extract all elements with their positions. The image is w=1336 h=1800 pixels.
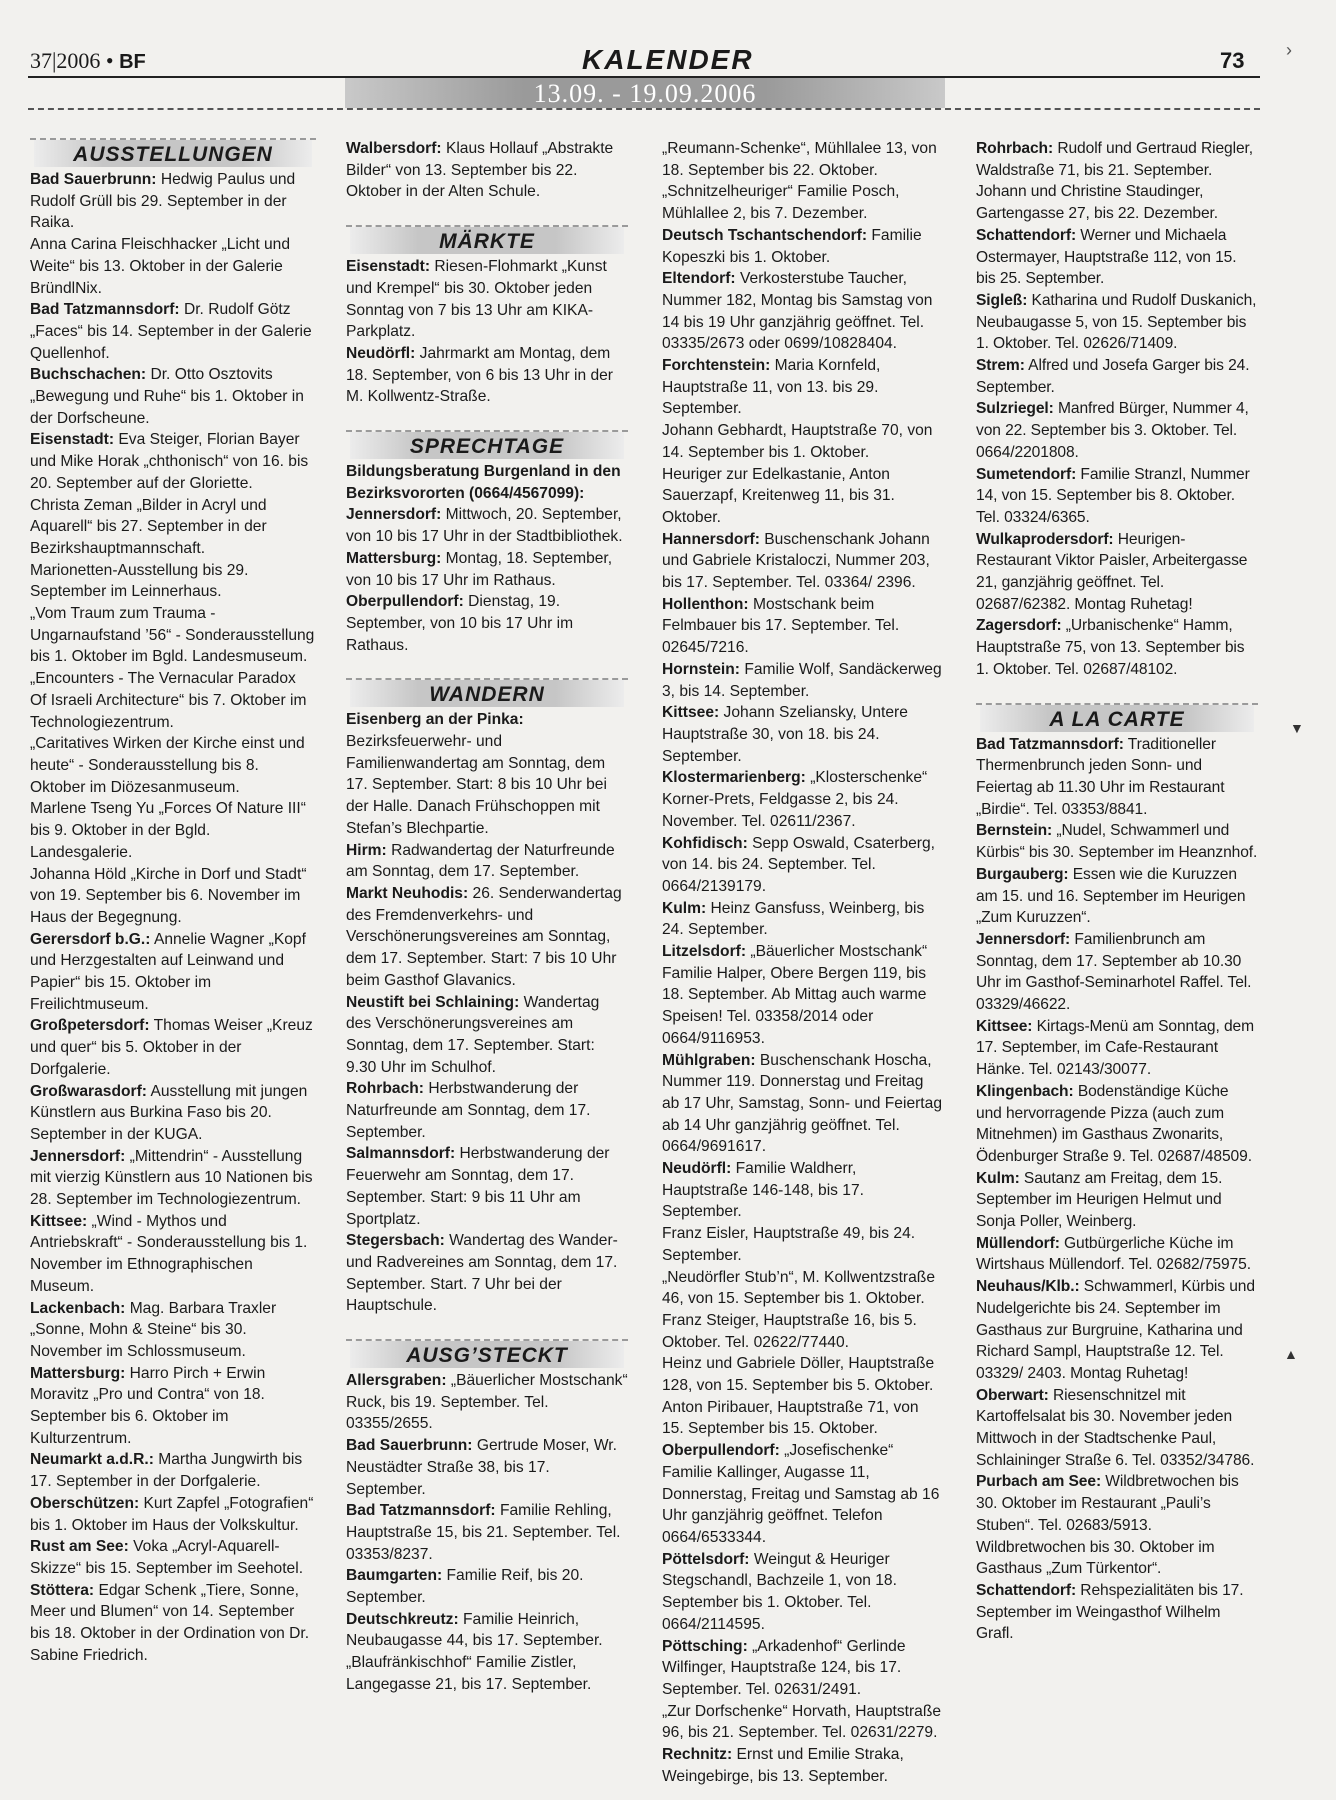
entry-list (30, 169, 316, 1667)
column-2 (346, 138, 628, 1696)
calendar-entry (976, 398, 1258, 463)
section-wandern (346, 678, 628, 707)
entry-text: Gertrude Moser, Wr. Neustädter Straße 38, bis 17. September. (346, 1437, 617, 1498)
calendar-entry (30, 495, 316, 560)
section-title: SPRECHTAGE (350, 432, 624, 459)
calendar-entry (30, 1493, 316, 1536)
section-title: A LA CARTE (980, 705, 1254, 732)
entry-text: Familie Wolf, Sandäckerweg 3, bis 14. September. (662, 660, 942, 700)
entry-text: Sautanz am Freitag, dem 15. September im Heurigen Helmut und Sonja Poller, Weinberg. (976, 1169, 1223, 1231)
calendar-entry (346, 1609, 628, 1652)
entry-text: Voka „Acryl-Aquarell-Skizze“ bis 15. September im Seehotel. (30, 1538, 304, 1577)
entry-text: Dr. Otto Osztovits „Bewegung und Ruhe“ bis 1. Oktober in der Dorfscheune. (30, 366, 304, 427)
entry-text: Herbstwanderung der Feuerwehr am Sonntag, dem 17. September. Start: 9 bis 11 Uhr am Sportplatz. (346, 1145, 610, 1228)
entry-place: Jennersdorf: (346, 506, 442, 524)
margin-arrow-icon: ▲ (1284, 1346, 1298, 1362)
entry-place: Jennersdorf: (30, 1147, 126, 1165)
calendar-entry (30, 364, 316, 429)
entry-place: Müllendorf: (976, 1234, 1060, 1252)
entry-text: Buschenschank Hoscha, Nummer 119. Donnerstag und Freitag ab 17 Uhr, Samstag, Sonn- und Feiertag ab 14 Uhr ganzjährig geöffnet. Tel. 0664/9691617. (662, 1051, 942, 1156)
entry-text: Wildbretwochen bis 30. Oktober im Restaurant „Pauli’s Stuben“. Tel. 02683/5913. (976, 1473, 1239, 1534)
entry-place: Kulm: (976, 1169, 1020, 1187)
calendar-entry (30, 560, 316, 603)
entry-text: Bezirksfeuerwehr- und Familienwandertag am Sonntag, dem 17. September. Start: 8 bis 10 Uhr bei der Halle. Danach Frühschoppen mit Stefan’s Blechpartie. (346, 733, 607, 837)
calendar-entry (662, 268, 944, 355)
entry-text: Wildbretwochen bis 30. Oktober im Gasthaus „Zum Türkentor“. (976, 1538, 1215, 1578)
entry-place: Kohfidisch: (662, 834, 748, 852)
entry-list (662, 138, 944, 1787)
entry-text: Eva Steiger, Florian Bayer und Mike Horak „chthonisch“ von 16. bis 20. September auf der Gloriette. (30, 431, 309, 492)
entry-text: Bodenständige Küche und hervorragende Pizza (auch zum Mitnehmen) im Gasthaus Zwonarits, Ödenburger Straße 9. Tel. 02687/48509. (976, 1082, 1252, 1165)
entry-place: Rohrbach: (976, 140, 1054, 157)
entry-text: „Klosterschenke“ Korner-Prets, Feldgasse 2, bis 24. November. Tel. 02611/2367. (662, 769, 928, 830)
entry-text: „Urbanischenke“ Hamm, Hauptstraße 75, von 13. September bis 1. Oktober. Tel. 02687/48102. (976, 617, 1245, 678)
calendar-entry (976, 290, 1258, 355)
calendar-entry (976, 864, 1258, 929)
entry-place: Litzelsdorf: (662, 943, 747, 961)
entry-place: Mühlgraben: (662, 1051, 756, 1069)
entry-place: Neuhaus/Klb.: (976, 1278, 1080, 1296)
entry-text: Verkosterstube Taucher, Nummer 182, Montag bis Samstag von 14 bis 19 Uhr ganzjährig geöffnet. Tel. 03335/2673 oder 0699/10828404. (662, 270, 933, 353)
entry-text: „Neudörfler Stub’n“, M. Kollwentzstraße 46, von 15. September bis 1. Oktober. (662, 1268, 935, 1308)
calendar-entry (662, 225, 944, 268)
calendar-entry (346, 992, 628, 1079)
calendar-entry (662, 1050, 944, 1159)
entry-text: Kirtags-Menü am Sonntag, dem 17. September, im Cafe-Restaurant Hänke. Tel. 02143/30077. (976, 1017, 1254, 1079)
entry-place: Hollenthon: (662, 595, 749, 613)
calendar-entry (30, 1580, 316, 1667)
entry-text: Maria Kornfeld, Hauptstraße 11, von 13. bis 29. September. (662, 357, 881, 418)
entry-place: Oberpullendorf: (346, 593, 464, 611)
calendar-entry (346, 138, 628, 203)
calendar-entry (346, 1652, 628, 1695)
entry-text: Harro Pirch + Erwin Moravitz „Pro und Contra“ von 18. September bis 6. Oktober im Kulturzentrum. (30, 1364, 266, 1447)
entry-text: Manfred Bürger, Nummer 4, von 22. September bis 3. Oktober. Tel. 0664/2201808. (976, 400, 1249, 461)
calendar-entry (976, 820, 1258, 863)
entry-place: Neumarkt a.d.R.: (30, 1451, 154, 1469)
entry-place: Kulm: (662, 899, 707, 917)
entry-place: Oberpullendorf: (662, 1442, 780, 1460)
entry-place: Kittsee: (30, 1212, 88, 1230)
entry-place: Sumetendorf: (976, 465, 1077, 483)
calendar-entry (30, 929, 316, 1016)
entry-text: Anton Piribauer, Hauptstraße 71, von 15. September bis 15. Oktober. (662, 1398, 919, 1438)
entry-text: Traditioneller Thermenbrunch jeden Sonn- und Feiertag ab 11.30 Uhr im Restaurant „Birdie“. Tel. 03353/8841. (976, 735, 1225, 818)
calendar-entry (30, 299, 316, 364)
section-ausgsteckt (346, 1339, 628, 1368)
calendar-entry (662, 464, 944, 529)
entry-text: Heuriger zur Edelkastanie, Anton Sauerzapf, Kreitenweg 11, bis 31. Oktober. (662, 465, 895, 526)
entry-text: „Blaufränkischhof“ Familie Zistler, Langegasse 21, bis 17. September. (346, 1654, 592, 1693)
entry-place: Hirm: (346, 841, 387, 859)
calendar-entry (662, 1440, 944, 1549)
entry-text: Weingut & Heuriger Stegschandl, Bachzeile 1, von 18. September bis 1. Oktober. Tel. 0664/2114595. (662, 1550, 897, 1633)
entry-text: „Vom Traum zum Trauma - Ungarnaufstand ’56“ - Sonderausstellung bis 1. Oktober im Bgld. Landesmuseum. (30, 605, 315, 666)
entry-place: Markt Neuhodis: (346, 884, 469, 902)
entry-place: Mattersburg: (30, 1364, 126, 1382)
entry-text: Annelie Wagner „Kopf und Herzgestalten auf Leinwand und Papier“ bis 15. Oktober im Freilichtmuseum. (30, 930, 306, 1013)
calendar-entry (976, 929, 1258, 1016)
brand-logo: BF (119, 51, 146, 73)
entry-place: Großpetersdorf: (30, 1017, 150, 1035)
entry-text: Johanna Höld „Kirche in Dorf und Stadt“ von 19. September bis 6. November im Haus der Begegnung. (30, 865, 307, 926)
entry-place: Großwarasdorf: (30, 1082, 147, 1100)
entry-text: Martha Jungwirth bis 17. September in der Dorfgalerie. (30, 1451, 303, 1491)
entry-place: Walbersdorf: (346, 140, 442, 157)
entry-text: Edgar Schenk „Tiere, Sonne, Meer und Blumen“ von 14. September bis 18. Oktober in der Ordination von Dr. Sabine Friedrich. (30, 1581, 310, 1664)
calendar-entry (662, 1267, 944, 1310)
calendar-entry (30, 234, 316, 299)
calendar-entry (976, 1537, 1258, 1580)
calendar-entry (662, 420, 944, 463)
entry-place: Rechnitz: (662, 1746, 733, 1764)
entry-text: Werner und Michaela Ostermayer, Hauptstraße 112, von 15. bis 25. September. (976, 226, 1237, 288)
calendar-entry (662, 898, 944, 941)
entry-text: Riesenschnitzel mit Kartoffelsalat bis 30. November jeden Mittwoch in der Stadtschenke Paul, Schlaininger Straße 6. Tel. 03352/34786. (976, 1386, 1255, 1469)
calendar-entry (30, 1449, 316, 1492)
entry-place: Deutschkreutz: (346, 1610, 459, 1628)
calendar-entry (662, 1549, 944, 1636)
calendar-entry (30, 864, 316, 929)
calendar-entry (976, 1233, 1258, 1276)
page-title: KALENDER (582, 44, 754, 75)
entry-place: Schattendorf: (976, 1582, 1077, 1599)
entry-text: Mag. Barbara Traxler „Sonne, Mohn & Steine“ bis 30. November im Schlossmuseum. (30, 1299, 277, 1360)
entry-place: Bad Tatzmannsdorf: (346, 1502, 496, 1520)
entry-place: Bad Sauerbrunn: (346, 1437, 473, 1455)
corner-arrow-icon: › (1286, 40, 1292, 60)
entry-place: Sigleß: (976, 291, 1028, 309)
calendar-entry (662, 1310, 944, 1353)
calendar-entry (30, 1298, 316, 1363)
entry-text: Wandertag des Wander- und Radvereines am Sonntag, dem 17. September. Start. 7 Uhr bei der Hauptschule. (346, 1232, 618, 1315)
entry-text: Franz Eisler, Hauptstraße 49, bis 24. September. (662, 1225, 916, 1264)
calendar-entry (346, 548, 628, 591)
entry-text: Mittwoch, 20. September, von 10 bis 17 Uhr in der Stadtbibliothek. (346, 506, 623, 546)
issue-label (30, 48, 146, 74)
calendar-entry (976, 1471, 1258, 1536)
entry-text: Johann Szeliansky, Untere Hauptstraße 30, von 18. bis 24. September. (662, 704, 908, 765)
section-title: AUSG’STECKT (350, 1341, 624, 1368)
entry-text: Wandertag des Verschönerungsvereines am Sonntag, dem 17. September. Start: 9.30 Uhr im Schulhof. (346, 993, 600, 1076)
entry-text: Familie Kopeszki bis 1. Oktober. (662, 226, 922, 266)
calendar-entry (976, 734, 1258, 821)
entry-text: Montag, 18. September, von 10 bis 17 Uhr im Rathaus. (346, 549, 613, 589)
calendar-entry (662, 1353, 944, 1396)
entry-text: Franz Steiger, Hauptstraße 16, bis 5. Oktober. Tel. 02622/77440. (662, 1311, 917, 1351)
entry-text: Familie Reif, bis 20. September. (346, 1567, 584, 1607)
section-ausstellungen (30, 138, 316, 167)
calendar-entry (976, 181, 1258, 224)
entry-place: Klingenbach: (976, 1082, 1074, 1100)
calendar-entry (662, 1158, 944, 1223)
entry-place: Oberwart: (976, 1386, 1049, 1404)
entry-text: Christa Zeman „Bilder in Acryl und Aquarell“ bis 27. September in der Bezirkshauptmannschaft. (30, 496, 267, 557)
entry-text: Rehspezialitäten bis 17. September im Weingasthof Wilhelm Grafl. (976, 1582, 1244, 1643)
entry-place: Salmannsdorf: (346, 1145, 456, 1163)
entry-text: Radwandertag der Naturfreunde am Sonntag, dem 17. September. (346, 841, 615, 881)
entry-place: Neustift bei Schlaining: (346, 993, 520, 1011)
calendar-entry (30, 1536, 316, 1579)
entry-place: Baumgarten: (346, 1567, 443, 1585)
calendar-entry (30, 1146, 316, 1211)
entry-place: Strem: (976, 357, 1025, 375)
calendar-entry (346, 343, 628, 408)
calendar-entry (346, 840, 628, 883)
calendar-entry (976, 615, 1258, 680)
entry-place: Forchtenstein: (662, 357, 771, 375)
calendar-entry (976, 1016, 1258, 1081)
entry-place: Hornstein: (662, 660, 740, 678)
entry-place: Bernstein: (976, 822, 1053, 840)
calendar-entry (662, 767, 944, 832)
issue-number: 37|2006 (30, 48, 101, 73)
entry-place: Pöttelsdorf: (662, 1550, 750, 1568)
date-range-banner: 13.09. - 19.09.2006 (345, 78, 945, 108)
entry-place: Stegersbach: (346, 1232, 445, 1250)
calendar-entry (346, 1078, 628, 1143)
entry-text: Riesen-Flohmarkt „Kunst und Krempel“ bis 30. Oktober jeden Sonntag von 7 bis 13 Uhr am KIKA-Parkplatz. (346, 258, 607, 341)
entry-text: Ausstellung mit jungen Künstlern aus Burkina Faso bis 20. September in der KUGA. (30, 1082, 308, 1143)
column-4 (976, 138, 1258, 1645)
calendar-entry (662, 1636, 944, 1701)
entry-text: „Nudel, Schwammerl und Kürbis“ bis 30. September im Heanznhof. (976, 822, 1258, 862)
entry-place: Bad Tatzmannsdorf: (976, 735, 1124, 753)
entry-text: Rudolf und Gertraud Riegler, Waldstraße 71, bis 21. September. (976, 140, 1254, 179)
calendar-entry (30, 169, 316, 234)
entry-text: „Arkadenhof“ Gerlinde Wilfinger, Hauptstraße 124, bis 17. September. Tel. 02631/2491. (662, 1637, 906, 1698)
entry-text: Alfred und Josefa Garger bis 24. September. (976, 357, 1250, 396)
entry-text: Gutbürgerliche Küche im Wirtshaus Müllendorf. Tel. 02682/75975. (976, 1234, 1251, 1274)
calendar-entry (662, 529, 944, 594)
column-3 (662, 138, 944, 1787)
page-number: 73 (1220, 48, 1245, 73)
calendar-entry (30, 1081, 316, 1146)
calendar-entry (346, 883, 628, 992)
entry-place: Neudörfl: (662, 1160, 732, 1178)
entry-text: Essen wie die Kuruzzen am 15. und 16. September im Heurigen „Zum Kuruzzen“. (976, 865, 1246, 927)
entry-place: Stöttera: (30, 1581, 95, 1599)
calendar-entry (976, 225, 1258, 290)
calendar-entry (662, 659, 944, 702)
calendar-entry (662, 594, 944, 659)
calendar-entry (976, 1276, 1258, 1385)
section-sprechtage (346, 430, 628, 459)
entry-text: Marionetten-Ausstellung bis 29. September im Leinnerhaus. (30, 561, 249, 601)
entry-list (346, 256, 628, 408)
entry-text: Familie Waldherr, Hauptstraße 146-148, bis 17. September. (662, 1160, 864, 1221)
entry-text: Familie Heinrich, Neubaugasse 44, bis 17. September. (346, 1610, 603, 1650)
entry-text: Familie Stranzl, Nummer 14, von 15. September bis 8. Oktober. Tel. 03324/6365. (976, 465, 1250, 526)
calendar-entry (976, 1385, 1258, 1472)
entry-text: „Josefischenke“ Familie Kallinger, Augasse 11, Donnerstag, Freitag und Samstag ab 16 Uhr ganzjährig geöffnet. Telefon 0664/6533344. (662, 1442, 940, 1546)
entry-place: Hannersdorf: (662, 530, 760, 548)
entry-place: Eisenberg an der Pinka: (346, 711, 524, 729)
entry-place: Klostermarienberg: (662, 769, 806, 787)
entry-text: Thomas Weiser „Kreuz und quer“ bis 5. Oktober in der Dorfgalerie. (30, 1017, 313, 1078)
entry-place: Burgauberg: (976, 865, 1069, 883)
entry-place: Pöttsching: (662, 1637, 748, 1655)
issue-bullet: • (105, 48, 114, 73)
entry-text: „Reumann-Schenke“, Mühllalee 13, von 18. September bis 22. Oktober. (662, 140, 937, 179)
entry-text: „Caritatives Wirken der Kirche einst und heute“ - Sonderausstellung bis 8. Oktober im Diözesanmuseum. (30, 735, 305, 796)
entry-place: Sulzriegel: (976, 400, 1054, 418)
entry-text: „Bäuerlicher Mostschank“ Familie Halper, Obere Bergen 119, bis 18. September. Ab Mittag auch warme Speisen! Tel. 03358/2014 oder 0664/9116953. (662, 943, 928, 1047)
calendar-entry (30, 1015, 316, 1080)
entry-text: Dienstag, 19. September, von 10 bis 17 Uhr im Rathaus. (346, 593, 574, 654)
calendar-entry (30, 668, 316, 733)
entry-text: Ernst und Emilie Straka, Weingebirge, bis 13. September. (662, 1746, 904, 1785)
calendar-entry (662, 355, 944, 420)
entry-text: Herbstwanderung der Naturfreunde am Sonntag, dem 17. September. (346, 1080, 591, 1141)
entry-place: Kittsee: (662, 704, 720, 722)
entry-list (346, 709, 628, 1317)
entry-place: Purbach am See: (976, 1473, 1102, 1491)
section-a-la-carte (976, 703, 1258, 732)
section-title: WANDERN (350, 680, 624, 707)
calendar-entry (346, 1500, 628, 1565)
entry-text: Mostschank beim Felmbauer bis 17. September. Tel. 02645/7216. (662, 595, 900, 657)
entry-text: Hedwig Paulus und Rudolf Grüll bis 29. September in der Raika. (30, 171, 296, 232)
calendar-entry (346, 256, 628, 343)
entry-place: Bad Sauerbrunn: (30, 171, 157, 188)
calendar-entry (976, 464, 1258, 529)
entry-place: Lackenbach: (30, 1299, 126, 1317)
calendar-entry (30, 1211, 316, 1298)
calendar-entry (346, 1143, 628, 1230)
entry-text: „Bäuerlicher Mostschank“ Ruck, bis 19. September. Tel. 03355/2655. (346, 1372, 628, 1433)
entry-text: Sepp Oswald, Csaterberg, von 14. bis 24. September. Tel. 0664/2139179. (662, 834, 935, 895)
header-dashed-rule (28, 108, 1260, 110)
calendar-entry (346, 1435, 628, 1500)
section-title: AUSSTELLUNGEN (34, 140, 312, 167)
calendar-entry (30, 798, 316, 863)
entry-list (346, 1370, 628, 1696)
entry-text: Familie Rehling, Hauptstraße 15, bis 21. September. Tel. 03353/8237. (346, 1502, 621, 1563)
entry-text: 26. Senderwandertag des Fremdenverkehrs- und Verschönerungsvereines am Sonntag, dem 17. September. Start: 7 bis 10 Uhr beim Gasthof Glavanics. (346, 884, 622, 989)
entry-place: Eisenstadt: (30, 431, 115, 449)
entry-place: Eltendorf: (662, 270, 736, 288)
calendar-entry (976, 138, 1258, 181)
calendar-entry (30, 429, 316, 494)
calendar-entry (30, 603, 316, 668)
entry-text: Kurt Zapfel „Fotografien“ bis 1. Oktober im Haus der Volkskultur. (30, 1494, 314, 1534)
calendar-entry (662, 702, 944, 767)
entry-list (976, 734, 1258, 1646)
entry-place: Oberschützen: (30, 1494, 140, 1512)
sprechtage-lead: Bildungsberatung Burgenland in den Bezirksvororten (0664/4567099): (346, 463, 621, 502)
entry-place: Deutsch Tschantschendorf: (662, 226, 868, 244)
entry-place: Bad Tatzmannsdorf: (30, 301, 180, 319)
calendar-entry (30, 733, 316, 798)
section-maerkte (346, 225, 628, 254)
entry-text: „Schnitzelheuriger“ Familie Posch, Mühlallee 2, bis 7. Dezember. (662, 183, 900, 223)
entry-place: Rohrbach: (346, 1080, 424, 1098)
calendar-entry (976, 529, 1258, 616)
entry-text: „Wind - Mythos und Antriebskraft“ - Sonderausstellung bis 1. November im Ethnographischen Museum. (30, 1212, 308, 1295)
entry-text: „Encounters - The Vernacular Paradox Of Israeli Architecture“ bis 7. Oktober im Technologiezentrum. (30, 670, 307, 731)
entry-place: Kittsee: (976, 1017, 1033, 1035)
entry-place: Jennersdorf: (976, 930, 1071, 948)
entry-text: Dr. Rudolf Götz „Faces“ bis 14. September in der Galerie Quellenhof. (30, 301, 312, 362)
calendar-entry (976, 1580, 1258, 1645)
entry-text: Buschenschank Johann und Gabriele Kristaloczi, Nummer 203, bis 17. September. Tel. 03364/ 2396. (662, 530, 930, 592)
calendar-entry (346, 1565, 628, 1608)
calendar-entry (662, 941, 944, 1050)
calendar-entry (662, 1223, 944, 1266)
entry-place: Rust am See: (30, 1538, 129, 1556)
entry-place: Buchschachen: (30, 366, 147, 384)
calendar-entry (346, 1230, 628, 1317)
calendar-entry (662, 1744, 944, 1787)
entry-text: „Mittendrin“ - Ausstellung mit vierzig Künstlern aus 10 Nationen bis 28. September im Technologiezentrum. (30, 1147, 313, 1209)
entry-text: „Zur Dorfschenke“ Horvath, Hauptstraße 96, bis 21. September. Tel. 02631/2279. (662, 1702, 942, 1742)
entry-text: Klaus Hollauf „Abstrakte Bilder“ von 13. September bis 22. Oktober in der Alten Schule. (346, 140, 614, 201)
column-1 (30, 138, 316, 1667)
calendar-entry (662, 181, 944, 224)
calendar-entry (346, 591, 628, 656)
entry-text: Anna Carina Fleischhacker „Licht und Weite“ bis 13. Oktober in der Galerie BründlNix. (30, 236, 291, 297)
entry-text: Johann und Christine Staudinger, Gartengasse 27, bis 22. Dezember. (976, 183, 1219, 223)
section-title: MÄRKTE (350, 227, 624, 254)
entry-text: Schwammerl, Kürbis und Nudelgerichte bis 24. September im Gasthaus zur Burgruine, Katharina und Richard Sampl, Hauptstraße 12. Tel. 03329/ 2403. Montag Ruhetag! (976, 1278, 1255, 1382)
calendar-entry (662, 1397, 944, 1440)
entry-list (976, 138, 1258, 681)
entry-text: Heurigen-Restaurant Viktor Paisler, Arbeitergasse 21, ganzjährig geöffnet. Tel. 02687/62382. Montag Ruhetag! (976, 530, 1248, 613)
entry-text: Johann Gebhardt, Hauptstraße 70, von 14. September bis 1. Oktober. (662, 422, 933, 461)
calendar-entry (30, 1363, 316, 1450)
calendar-entry (662, 138, 944, 181)
entry-list (346, 138, 628, 203)
entry-place: Wulkaprodersdorf: (976, 530, 1114, 548)
entry-text: Heinz Gansfuss, Weinberg, bis 24. September. (662, 899, 925, 939)
calendar-entry (662, 833, 944, 898)
entry-place: Allersgraben: (346, 1372, 447, 1390)
entry-place: Eisenstadt: (346, 258, 431, 276)
calendar-entry (976, 355, 1258, 398)
entry-text: Jahrmarkt am Montag, dem 18. September, von 6 bis 13 Uhr in der M. Kollwentz-Straße. (346, 344, 613, 406)
calendar-entry (346, 709, 628, 839)
entry-list (346, 504, 628, 656)
calendar-entry (346, 504, 628, 547)
entry-place: Neudörfl: (346, 344, 416, 362)
entry-text: Katharina und Rudolf Duskanich, Neubaugasse 5, von 15. September bis 1. Oktober. Tel. 02626/71409. (976, 291, 1257, 353)
entry-place: Schattendorf: (976, 226, 1077, 244)
entry-place: Mattersburg: (346, 549, 442, 567)
entry-place: Zagersdorf: (976, 617, 1062, 635)
entry-text: Heinz und Gabriele Döller, Hauptstraße 128, von 15. September bis 5. Oktober. (662, 1355, 935, 1395)
calendar-entry (976, 1168, 1258, 1233)
calendar-entry (662, 1701, 944, 1744)
margin-arrow-icon: ▼ (1290, 720, 1304, 736)
entry-place: Gerersdorf b.G.: (30, 930, 151, 948)
calendar-entry (976, 1081, 1258, 1168)
calendar-entry (346, 1370, 628, 1435)
entry-text: Marlene Tseng Yu „Forces Of Nature III“ bis 9. Oktober in der Bgld. Landesgalerie. (30, 800, 306, 861)
entry-text: Familienbrunch am Sonntag, dem 17. September ab 10.30 Uhr im Gasthof-Seminarhotel Raffel. Tel. 03329/46622. (976, 930, 1252, 1014)
